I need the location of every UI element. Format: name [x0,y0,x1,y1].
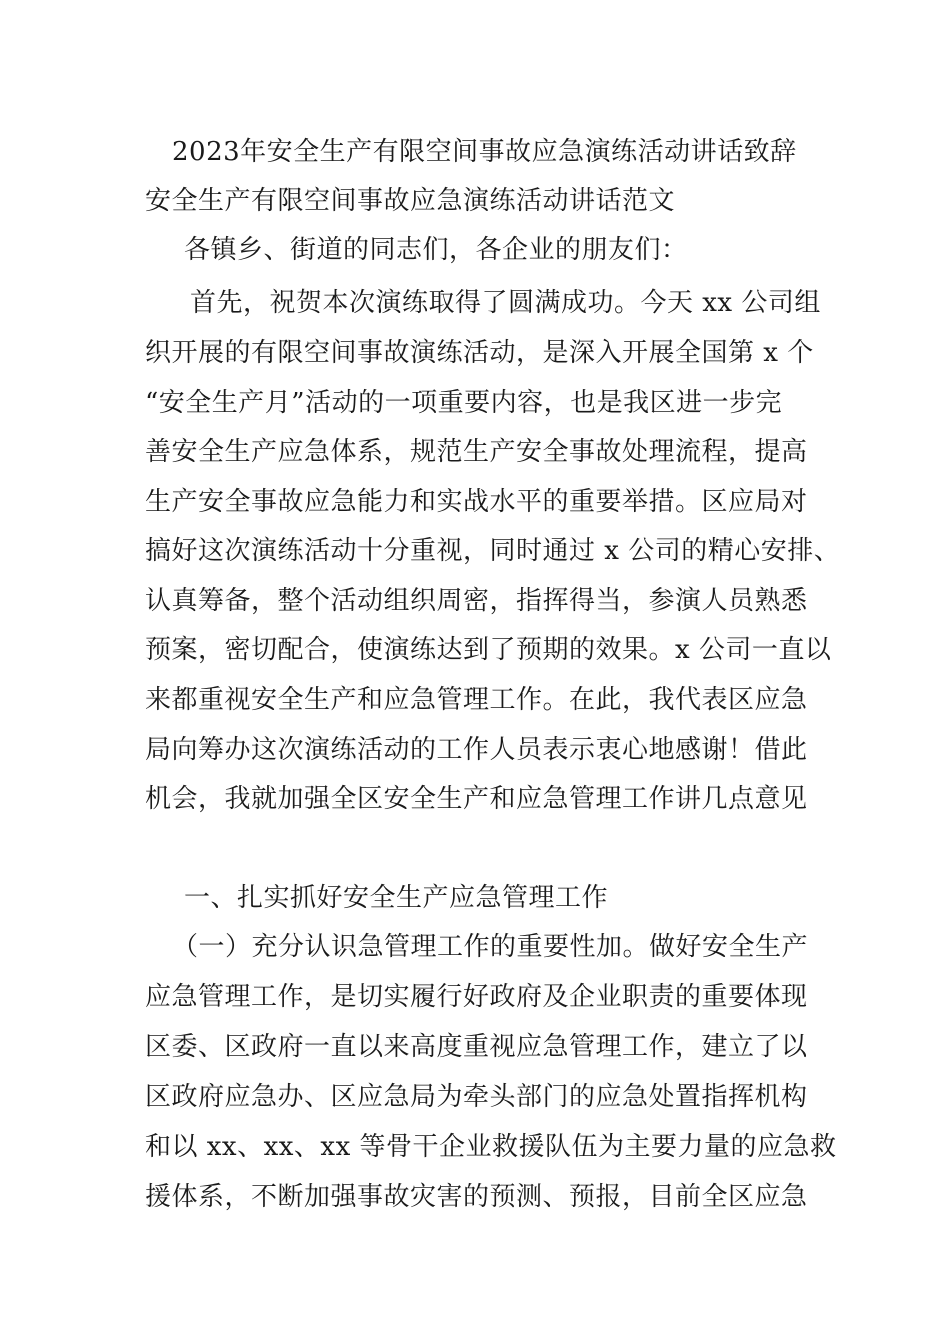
paragraph-1-line: 来都重视安全生产和应急管理工作。在此，我代表区应急 [145,685,808,715]
paragraph-2-line: 和以 xx、xx、xx 等骨干企业救援队伍为主要力量的应急救 [145,1132,837,1162]
document-subtitle: 安全生产有限空间事故应急演练活动讲话范文 [145,186,676,216]
paragraph-1-line: 认真筹备，整个活动组织周密，指挥得当，参演人员熟悉 [145,586,808,616]
paragraph-2-line: 援体系，不断加强事故灾害的预测、预报，目前全区应急 [145,1182,808,1212]
paragraph-1-line: “安全生产月”活动的一项重要内容，也是我区进一步完 [145,388,783,418]
paragraph-1-line: 织开展的有限空间事故演练活动，是深入开展全国第 x 个 [145,338,814,368]
paragraph-2-line: 区政府应急办、区应急局为牵头部门的应急处置指挥机构 [145,1082,808,1112]
paragraph-1-line: 首先，祝贺本次演练取得了圆满成功。今天 xx 公司组 [190,288,821,318]
section-heading: 一、扎实抓好安全生产应急管理工作 [184,883,609,913]
salutation: 各镇乡、街道的同志们，各企业的朋友们： [184,235,688,265]
document-title: 2023年安全生产有限空间事故应急演练活动讲话致辞 [172,137,797,167]
paragraph-1-line: 预案，密切配合，使演练达到了预期的效果。x 公司一直以 [145,635,832,665]
paragraph-1-line: 搞好这次演练活动十分重视，同时通过 x 公司的精心安排、 [145,536,841,566]
paragraph-2-line: （一）充分认识急管理工作的重要性加。做好安全生产 [172,932,809,962]
paragraph-1-line: 局向筹办这次演练活动的工作人员表示衷心地感谢！借此 [145,735,808,765]
paragraph-2-line: 应急管理工作，是切实履行好政府及企业职责的重要体现 [145,982,808,1012]
paragraph-1-line: 机会，我就加强全区安全生产和应急管理工作讲几点意见 [145,784,808,814]
paragraph-1-line: 善安全生产应急体系，规范生产安全事故处理流程，提高 [145,437,808,467]
paragraph-2-line: 区委、区政府一直以来高度重视应急管理工作，建立了以 [145,1032,808,1062]
paragraph-1-line: 生产安全事故应急能力和实战水平的重要举措。区应局对 [145,487,808,517]
